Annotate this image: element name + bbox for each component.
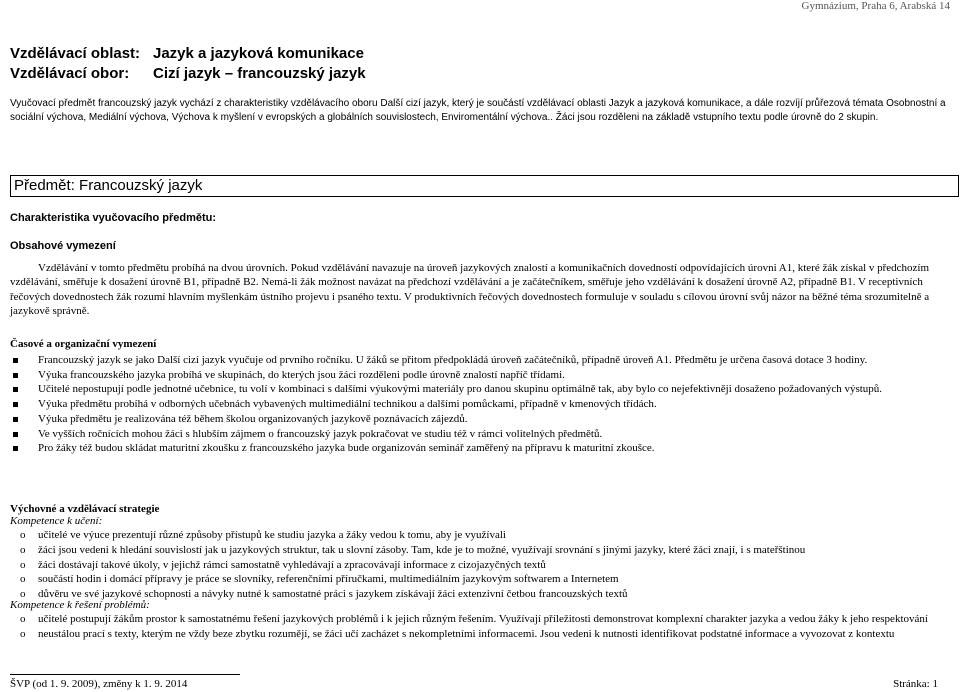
- area-label: Vzdělávací oblast:: [10, 45, 141, 62]
- circle-bullet-icon: o: [20, 588, 26, 601]
- list-item: o důvěru ve své jazykové schopnosti a návyky nutné k samostatné práci s jazykem získávají žáci extenzivní četbou francouzských textů: [20, 588, 628, 601]
- subject-box: [10, 175, 959, 197]
- list-item: o učitelé ve výuce prezentují různé způsoby přístupů ke studiu jazyka a žáky vedou k tomu, aby je využívali: [20, 529, 506, 541]
- square-bullet-icon: [13, 387, 18, 392]
- footer-page-number: Stránka: 1: [893, 678, 938, 690]
- list-item: o neustálou prací s texty, kterým ne vždy beze zbytku rozumějí, se žáci učí zacházet s nekompletními informacemi. Jsou vedeni k nutnosti identifikovat podstatné informace a vyvozovat z kontextu: [20, 627, 895, 640]
- circle-bullet-icon: o: [20, 627, 26, 640]
- square-bullet-icon: [13, 402, 18, 407]
- circle-bullet-icon: o: [20, 573, 26, 586]
- problem-list: [10, 612, 955, 642]
- subject-label: Předmět:: [14, 177, 75, 194]
- list-item: Výuka předmětu je realizována též během školou organizovaných jazykově poznávacích zájezdů.: [10, 412, 955, 427]
- square-bullet-icon: [13, 432, 18, 437]
- time-list: [10, 353, 955, 456]
- footer-version: ŠVP (od 1. 9. 2009), změny k 1. 9. 2014: [10, 678, 188, 690]
- area-value: Jazyk a jazyková komunikace: [153, 45, 364, 62]
- list-item: o žáci dostávají takové úkoly, v jejichž rámci samostatně vyhledávají a zpracovávají informace z cizojazyčných textů: [20, 558, 546, 571]
- field-label: Vzdělávací obor:: [10, 65, 130, 82]
- list-item: Učitelé nepostupují podle jednotné učebnice, tu volí v kombinaci s dalšími výukovými materiály pro danou skupinu optimálně tak, aby bylo co nejefektivněji dosaženo požadovaných výstupů.: [10, 382, 955, 397]
- strategy-title: Výchovné a vzdělávací strategie: [10, 503, 160, 515]
- square-bullet-icon: [13, 417, 18, 422]
- circle-bullet-icon: o: [20, 543, 26, 556]
- square-bullet-icon: [13, 373, 18, 378]
- content-title: Obsahové vymezení: [10, 240, 116, 252]
- square-bullet-icon: [13, 446, 18, 451]
- list-item: Francouzský jazyk se jako Další cizí jazyk vyučuje od prvního ročníku. U žáků se přitom předpokládá úroveň začátečníků, případně úroveň A1. Předmětu je určena časová dotace 3 hodiny.: [10, 353, 955, 368]
- field-value: Cizí jazyk – francouzský jazyk: [153, 65, 366, 82]
- list-item: Výuka francouzského jazyka probíhá ve skupinách, do kterých jsou žáci rozděleni podle úrovně znalostí napříč třídami.: [10, 368, 955, 383]
- list-item: o součástí hodin i domácí přípravy je práce se slovníky, referenčními příručkami, multimediálním jazykovým softwarem a Internetem: [20, 573, 619, 586]
- problem-competence-label: Kompetence k řešení problémů:: [10, 599, 150, 611]
- characteristics-title: Charakteristika vyučovacího předmětu:: [10, 212, 217, 224]
- list-item: Výuka předmětu probíhá v odborných učebnách vybavených multimediální technikou a dalšími pomůckami, případně v kmenových třídách.: [10, 397, 955, 412]
- learning-competence-label: Kompetence k učení:: [10, 515, 103, 527]
- education-area-block: [10, 44, 366, 84]
- list-item: o žáci jsou vedeni k hledání souvislostí jak u jazykových struktur, tak u slovní zásoby. Tam, kde je to možné, využívají srovnání s jinými jazyky, které žáci znají, i s mateřštinou: [20, 543, 806, 556]
- list-item: Pro žáky též budou skládat maturitní zkoušku z francouzského jazyka bude organizován seminář zaměřený na přípravu k maturitní zkoušce.: [10, 441, 955, 456]
- intro-paragraph: Vyučovací předmět francouzský jazyk vychází z charakteristiky vzdělávacího oboru Další cizí jazyk, který je součástí vzdělávací oblasti Jazyk a jazyková komunikace, a dále rozvíjí průřezová témata Osobnostní a sociální výchova, Mediální výchova, Výchova k myšlení v evropských a globálních souvislostech, Enviromentální výchova.. Žáci jsou rozděleni na základě vstupního textu podle úrovně do 2 skupin.: [10, 98, 946, 123]
- learning-list: [10, 528, 955, 602]
- circle-bullet-icon: o: [20, 558, 26, 571]
- footer-divider: [10, 674, 240, 675]
- field-row: [10, 64, 366, 84]
- time-title: Časové a organizační vymezení: [10, 338, 157, 350]
- subject-name: Francouzský jazyk: [79, 177, 203, 194]
- circle-bullet-icon: o: [20, 529, 26, 541]
- list-item: Ve vyšších ročnících mohou žáci s hlubším zájmem o francouzský jazyk pokračovat ve studiu též v rámci volitelných předmětů.: [10, 427, 955, 442]
- area-row: [10, 44, 366, 64]
- square-bullet-icon: [13, 358, 18, 363]
- content-text: Vzdělávání v tomto předmětu probíhá na dvou úrovních. Pokud vzdělávání navazuje na úroveň jazykových znalostí a komunikačních dovedností odpovídajících úrovni A1, které žák získal v předchozím vzdělávání, směřuje k dosažení úrovně B1, případně B2. Nemá-li žák možnost navázat na předchozí vzdělávání a je začátečníkem, směřuje jeho vzdělávání k dosažení úrovně A2, případně B1. V receptivních řečových dovednostech žák rozumí hlavním myšlenkám ústního projevu i psaného textu. V produktivních řečových dovednostech formuluje v souladu s cílovou úrovní svůj názor na běžné téma srozumitelně a jazykově správně.: [10, 262, 930, 317]
- list-item: o učitelé postupují žákům prostor k samostatnému řešení jazykových problémů i k jejich různým řešením. Využívají příležitosti demonstrovat komplexní charakter jazyka a vedou žáky k jeho respektování: [20, 613, 928, 625]
- circle-bullet-icon: o: [20, 613, 26, 625]
- page-header-school: Gymnázium, Praha 6, Arabská 14: [801, 0, 950, 12]
